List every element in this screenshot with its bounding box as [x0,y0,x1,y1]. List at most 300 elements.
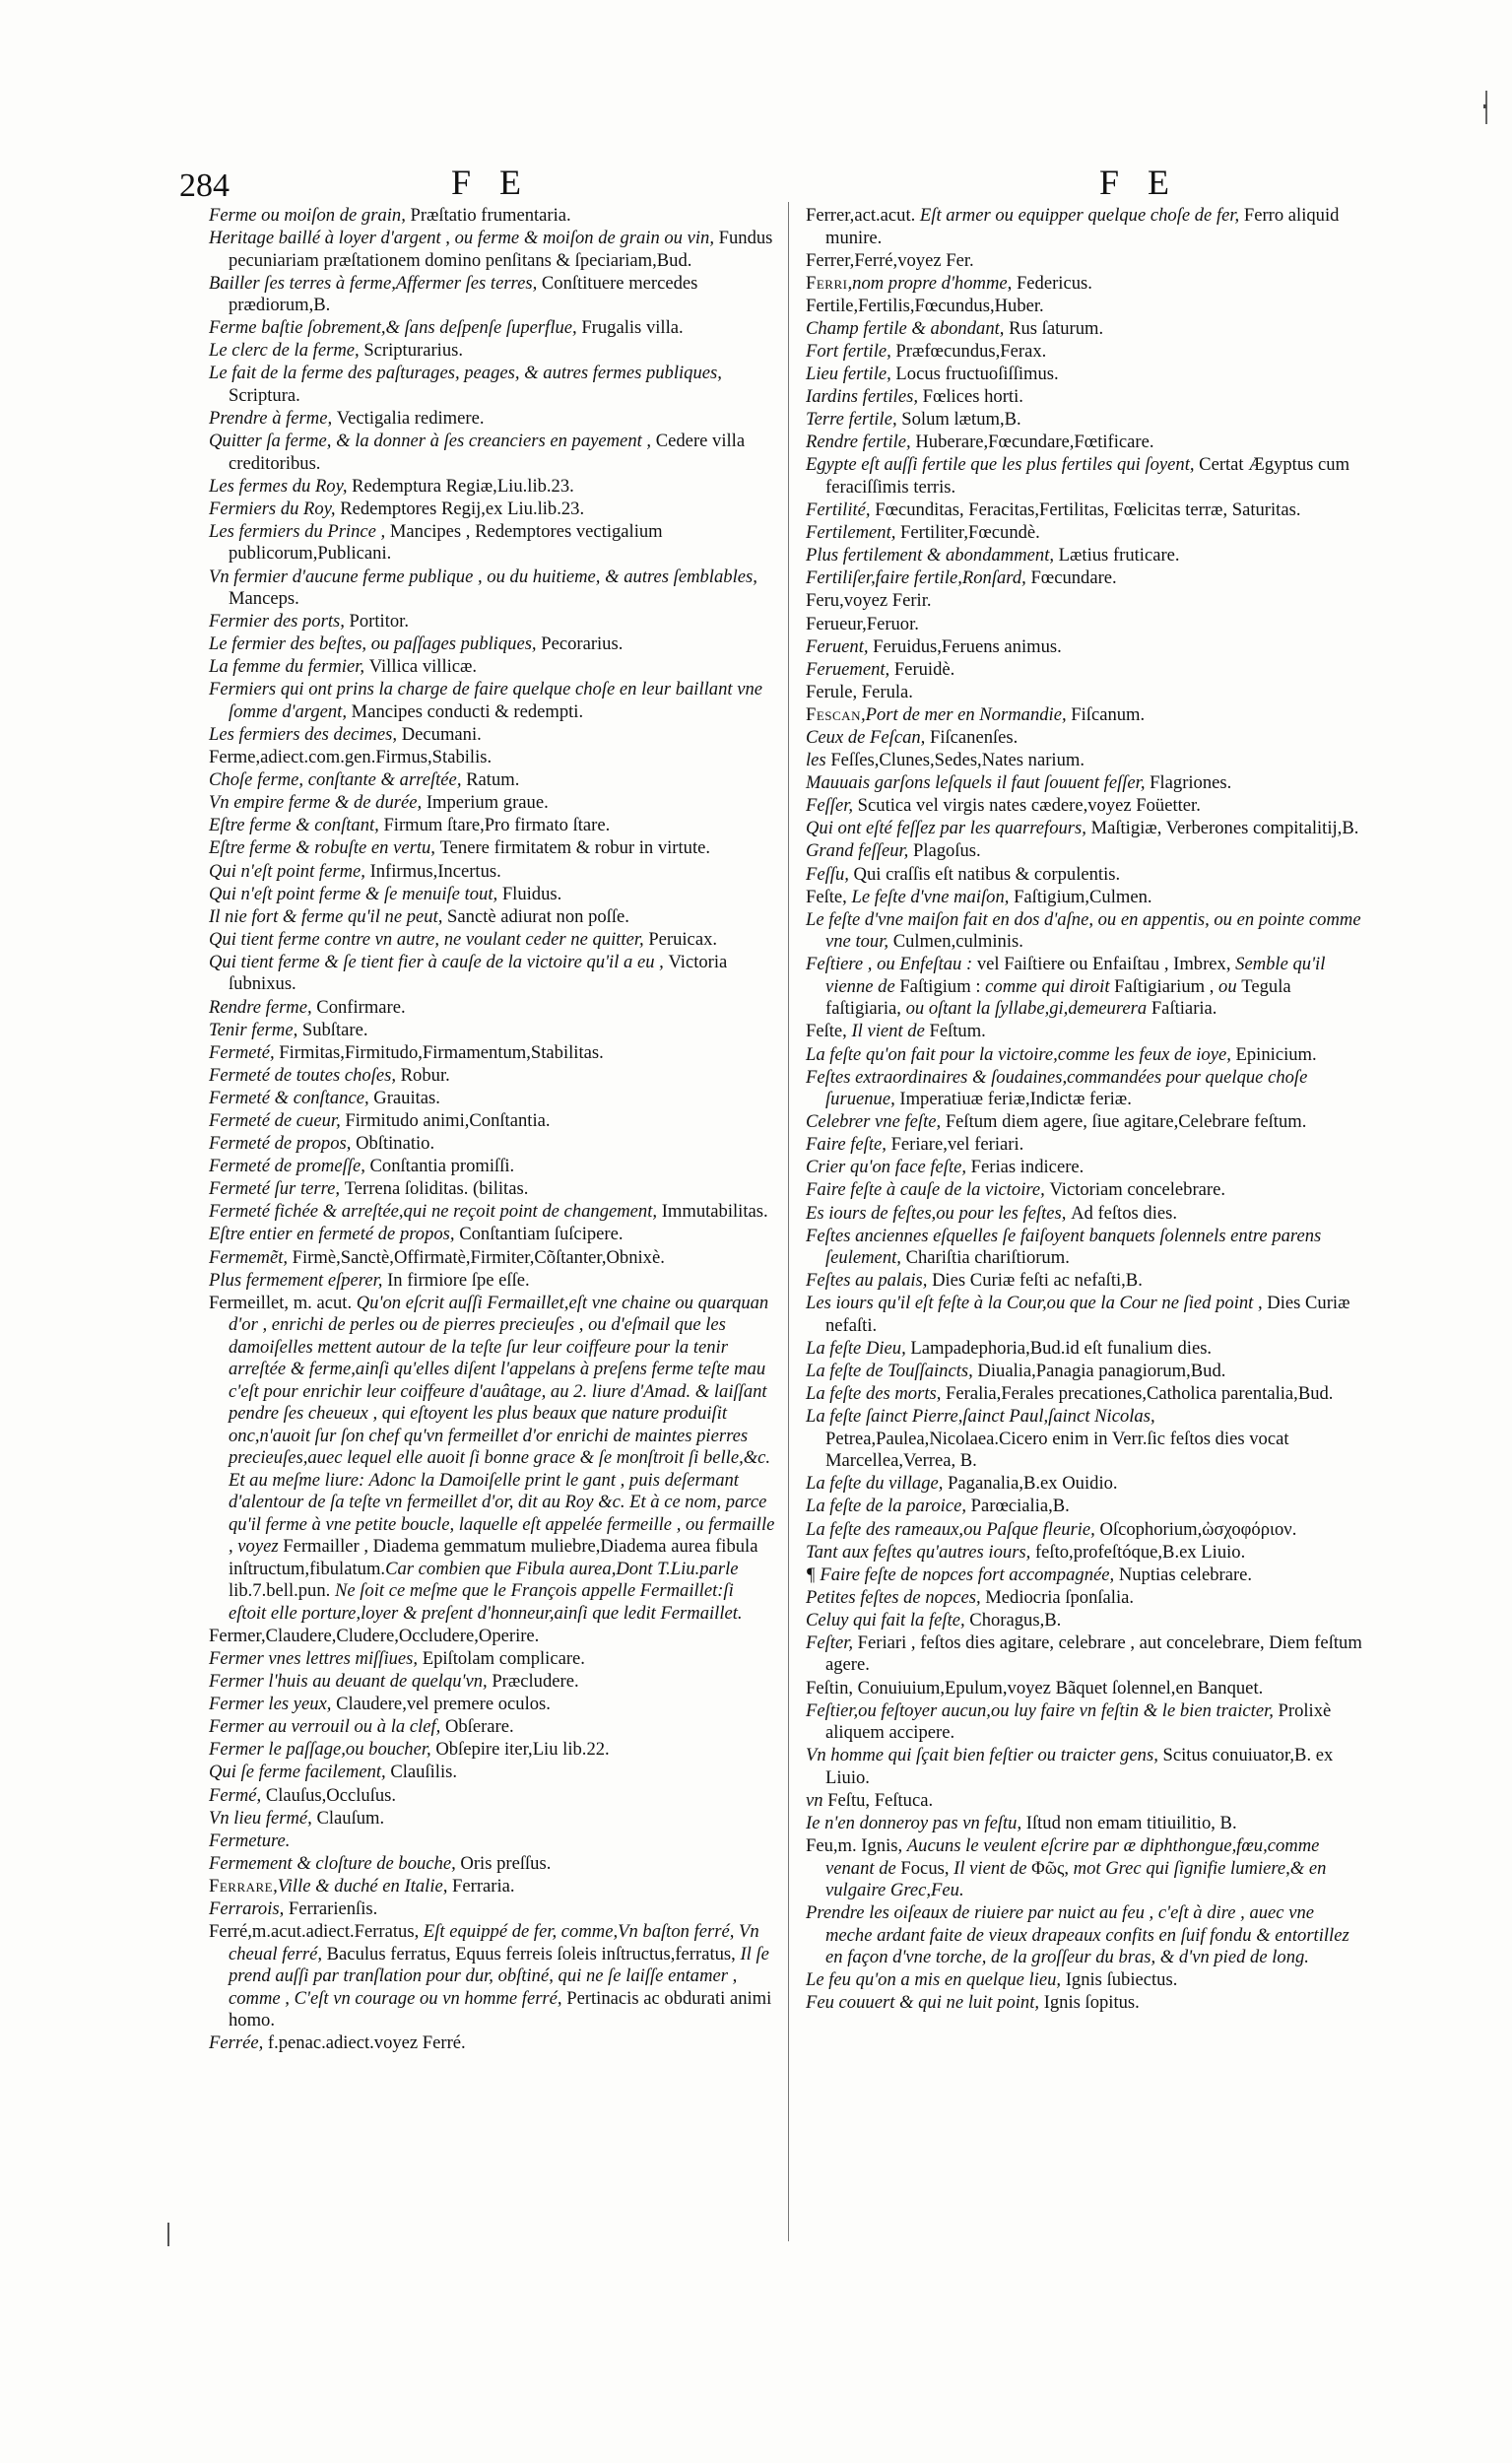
latin-text: Feſte, [806,886,852,907]
dictionary-entry [806,1179,1365,1202]
french-text: Qui n'eſt point ferme, [209,860,370,882]
french-text: Fermeture. [209,1830,291,1851]
french-text: Rendre ferme, [209,996,317,1018]
french-text: Ferme ou moiſon de grain, [209,205,411,226]
dictionary-entry [209,1808,775,1831]
latin-text: Faſtiaria. [1150,998,1217,1020]
dictionary-entry [806,1564,1365,1587]
french-text: Fermeté fichée & arreſtée,qui ne reçoit point de changement, [209,1201,662,1223]
dictionary-entry [806,364,1365,386]
latin-text: Ferrer,act.acut. [806,205,920,226]
dictionary-entry [806,1473,1365,1496]
latin-text: Chariſtia chariſtiorum. [905,1247,1070,1269]
latin-text: Certat Ægyptus cum feraciſſimis terris. [825,454,1350,498]
dictionary-entry [806,1270,1365,1293]
dictionary-entry [209,1898,775,1921]
dictionary-entry [209,1716,775,1739]
latin-text: Ignis ſubiectus. [1065,1969,1178,1991]
latin-text: Ferro aliquid munire. [825,205,1340,248]
dictionary-entry [806,727,1365,750]
latin-text: Plagoſus. [912,840,981,862]
dictionary-entry [806,318,1365,341]
dictionary-entry [209,1876,775,1898]
french-text: Aucuns le veulent eſcrire par æ diphthongue,fœu,comme venant de [825,1835,1320,1879]
french-text: Feſtes anciennes eſquelles ſe faiſoyent banquets ſolennels entre parens ſeulement, [806,1225,1322,1269]
latin-text: Epinicium. [1235,1043,1317,1065]
latin-text: Locus fructuoſiſſimus. [895,364,1059,385]
latin-text: Epiſtolam complicare. [422,1647,585,1669]
dictionary-entry [806,1700,1365,1745]
french-text: La feſte des rameaux,ou Paſque fleurie, [806,1518,1100,1540]
latin-text: Firmum ſtare,Pro firmato ſtare. [383,815,611,836]
latin-text: Fluidus. [501,883,562,904]
dictionary-entry [209,1156,775,1178]
french-text: Fort fertile, [806,340,896,362]
french-text: Le feu qu'on a mis en quelque lieu, [806,1969,1066,1991]
dictionary-entry [806,682,1365,704]
latin-text: Cedere villa creditoribus. [229,431,746,474]
french-text: Faire feſte à cauſe de la victoire, [806,1179,1050,1201]
latin-text: Obſerare. [444,1716,514,1738]
dictionary-entry [209,747,775,769]
proper-name: Fescan [806,703,861,725]
french-text: Celuy qui fait la feſte, [806,1609,970,1631]
french-text: Feſtes au palais, [806,1270,933,1292]
dictionary-entry [209,273,775,317]
dictionary-entry [209,837,775,860]
dictionary-entry [806,795,1365,818]
latin-text: Pertinacis ac obdurati animi homo. [229,1987,772,2031]
french-text: Fermer au verrouil ou à la clef, [209,1716,445,1738]
dictionary-entry [806,954,1365,1021]
french-text: Fermiers du Roy, [209,498,341,519]
dictionary-entry [806,704,1365,727]
french-text: Le clerc de la ferme, [209,340,364,362]
latin-text: Infirmus,Incertus. [369,860,501,882]
dictionary-entry [806,454,1365,499]
dictionary-entry [806,1969,1365,1992]
french-text: comme qui diroit [985,975,1115,997]
latin-text: Mancipes conducti & redempti. [351,700,584,722]
dictionary-entry [806,659,1365,682]
dictionary-entry [806,1632,1365,1677]
latin-text: Focus, [900,1857,954,1879]
french-text: Il nie fort & ferme qu'il ne peut, [209,905,448,927]
dictionary-entry [209,792,775,815]
dictionary-entry [806,1157,1365,1179]
dictionary-entry [806,1902,1365,1969]
dictionary-entry [806,1338,1365,1361]
latin-text: Feruidus,Feruens animus. [873,635,1062,657]
latin-text: Subſtare. [301,1019,368,1040]
proper-name: Ferrare [209,1875,274,1897]
latin-text: Vectigalia redimere. [336,408,485,430]
dictionary-entry [209,566,775,611]
dictionary-entry [806,818,1365,840]
latin-text: Ferias indicere. [970,1157,1085,1178]
dictionary-entry [209,1247,775,1270]
latin-text: Fœlices horti. [922,386,1023,408]
latin-text: Baculus ferratus, Equus ferreis ſoleis inſtructus,ferratus, [326,1943,741,1964]
french-text: Rendre fertile, [806,432,916,453]
french-text: La feſte des morts, [806,1383,947,1405]
french-text: Les fermiers des decimes, [209,724,402,745]
latin-text: Fermeillet, m. acut. [209,1292,357,1313]
french-text: Qui tient ferme & ſe tient fier à cauſe de la victoire qu'il a eu , [209,951,669,972]
french-text: Fermeté de cueur, [209,1110,346,1131]
dictionary-entry [806,864,1365,887]
latin-text: Præſtatio frumentaria. [410,205,571,226]
french-text: Ie n'en donneroy pas vn feſtu, [806,1812,1026,1833]
french-text: Fermeté ſur terre, [209,1178,345,1200]
dictionary-entry [806,1203,1365,1226]
latin-text: Feralia,Ferales precationes,Catholica parentalia,Bud. [946,1383,1334,1405]
latin-text: Firmè,Sanctè,Offirmatè,Firmiter,Cõſtanter,Obnixè. [292,1246,665,1268]
latin-text: Feriare,vel feriari. [890,1134,1024,1156]
latin-text: Ad feſtos dies. [1071,1202,1178,1224]
dictionary-entry [806,386,1365,409]
dictionary-entry [806,1496,1365,1518]
running-head-right: F E [1099,163,1180,202]
dictionary-entry [209,861,775,884]
dictionary-entry [806,1835,1365,1902]
dictionary-entry [209,408,775,431]
latin-text: Ferule, Ferula. [806,681,913,702]
french-text: mot Grec qui ſignifie lumiere,& en vulgaire Grec,Feu. [825,1857,1327,1901]
latin-text: Firmitudo animi,Conſtantia. [345,1110,551,1131]
french-text: Fermeté & conſtance, [209,1087,374,1108]
dictionary-entry [806,1134,1365,1157]
dictionary-entry [806,296,1365,318]
latin-text: Ferrer,Ferré,voyez Fer. [806,249,974,271]
latin-text: Φῶς, [1031,1857,1074,1879]
latin-text: Choragus,B. [969,1609,1062,1631]
latin-text: Huberare,Fœcundare,Fœtificare. [915,432,1154,453]
french-text: Quitter ſa ferme, & la donner à ſes creanciers en payement , [209,431,656,452]
latin-text: Flagriones. [1150,772,1232,794]
latin-text: Scriptura. [229,384,300,406]
latin-text: Petrea,Paulea,Nicolaea.Cicero enim in Verr.ſic feſtos dies vocat Marcellea,Verrea, B. [825,1428,1289,1472]
french-text: Vn fermier d'aucune ferme publique , ou du huitieme, & autres ſemblables, [209,566,757,587]
latin-text: Feſſes,Clunes,Sedes,Nates narium. [830,750,1085,771]
dictionary-entry [806,1293,1365,1337]
french-text: La femme du fermier, [209,656,369,678]
french-text: Fermeté, [209,1041,280,1063]
french-text: Feruent, [806,635,874,657]
dictionary-entry [806,1519,1365,1542]
french-text: Fermer les yeux, [209,1694,337,1715]
dictionary-entry [209,317,775,340]
french-text: Vn homme qui ſçait bien feſtier ou traicter gens, [806,1745,1163,1766]
dictionary-entry [806,772,1365,795]
dictionary-entry [209,1201,775,1224]
french-text: Ceux de Feſcan, [806,726,930,748]
latin-text: Ratum. [466,769,520,791]
latin-text: Scutica vel virgis nates cædere,voyez Foüetter. [857,795,1201,817]
latin-text: Dies Curiæ feſti ac nefaſti,B. [932,1270,1143,1292]
french-text: Choſe ferme, conſtante & arreſtée, [209,769,467,791]
latin-text: Immutabilitas. [661,1201,768,1223]
dictionary-entry [806,614,1365,636]
dictionary-entry [209,679,775,723]
dictionary-entry [806,909,1365,954]
latin-text: Oris preſſus. [460,1852,552,1874]
latin-text: Scripturarius. [363,340,464,362]
french-text: les [806,750,831,771]
latin-text: Conſtantiam ſuſcipere. [459,1224,624,1245]
latin-text: Parœcialia,B. [970,1496,1070,1517]
latin-text: Obſepire iter,Liu lib.22. [435,1739,610,1761]
latin-text: Manceps. [229,588,299,610]
latin-text: Frugalis villa. [581,317,684,339]
latin-text: feſto,profeſtóque,B.ex Liuio. [1034,1541,1246,1563]
latin-text: Præfœcundus,Ferax. [895,340,1047,362]
latin-text: Mediocria ſponſalia. [985,1586,1135,1608]
french-text: Car combien que Fibula aurea,Dont T.Liu.parle [385,1558,739,1579]
latin-text: Clauſus,Occluſus. [265,1784,397,1806]
dictionary-entry [806,636,1365,659]
latin-text: Faſtigium,Culmen. [1014,886,1152,907]
latin-text: Firmitas,Firmitudo,Firmamentum,Stabilitas. [279,1041,604,1063]
dictionary-entry [209,1739,775,1762]
french-text: ou oſtant la ſyllabe,gi,demeurera [905,998,1151,1020]
margin-mark-dot [1483,104,1486,108]
dictionary-entry [806,887,1365,909]
french-text: Celebrer vne feſte, [806,1111,946,1133]
dictionary-entry [209,1088,775,1110]
french-text: Feſtier,ou feſtoyer aucun,ou luy faire vn feſtin & le bien traicter, [806,1699,1279,1721]
right-column [806,205,1365,2015]
latin-text: Ferré,m.acut.adiect.Ferratus, [209,1921,424,1943]
french-text: Tant aux feſtes qu'autres iours, [806,1541,1035,1563]
latin-text: Faſtigiarium , [1114,975,1219,997]
dictionary-entry [209,205,775,228]
dictionary-entry [806,1610,1365,1632]
dictionary-entry [209,1626,775,1648]
dictionary-entry [806,1021,1365,1043]
french-text: Eſtre entier en fermeté de propos, [209,1224,460,1245]
dictionary-entry [209,1648,775,1671]
latin-text: Iſtud non emam titiuilitio, B. [1025,1812,1237,1833]
latin-text: Federicus. [1016,272,1092,294]
french-text: Fermé, [209,1784,266,1806]
french-text: Plus fertilement & abondamment, [806,545,1059,566]
french-text: La feſte de la paroice, [806,1496,971,1517]
french-text: Feruement, [806,658,894,680]
french-text: Ferrarois, [209,1897,289,1919]
latin-text: Decumani. [401,724,482,745]
latin-text: Fiſcanenſes. [929,726,1019,748]
french-text: Feſter, [806,1631,858,1653]
dictionary-entry [209,656,775,679]
latin-text: Clauſum. [316,1807,385,1829]
french-text: Feu couuert & qui ne luit point, [806,1992,1044,2014]
latin-text: Culmen,culminis. [892,931,1023,953]
latin-text: f.penac.adiect.voyez Ferré. [267,2032,466,2054]
french-text: Feſtiere , ou Enfeſtau : [806,954,977,975]
french-text: Vn lieu fermé, [209,1807,317,1829]
dictionary-entry [209,1853,775,1876]
latin-text: vel Faiſtiere ou Enfaiſtau , Imbrex, [976,954,1236,975]
latin-text: Confirmare. [316,996,406,1018]
french-text: Fertilité, [806,499,876,521]
dictionary-entry [209,906,775,929]
dictionary-entry [806,1992,1365,2015]
french-text: Tenir ferme, [209,1019,302,1040]
french-text: Ne ſoit ce meſme que le François appelle Fermaillet:ſi eſtoit elle porture,loyer & preſent d'honneur,ainſi que ledit Fermaillet. [229,1580,743,1624]
french-text: Fermeté de toutes choſes, [209,1064,401,1086]
dictionary-entry [806,409,1365,432]
latin-text: Redemptura Regiæ,Liu.lib.23. [352,475,574,497]
french-text: Eſt armer ou equipper quelque choſe de fer, [919,205,1244,226]
french-text: ,Port de mer en Normandie, [860,703,1072,725]
dictionary-entry [209,1921,775,2032]
french-text: Lieu fertile, [806,364,896,385]
left-column [209,205,775,2055]
latin-text: Feruidè. [893,658,955,680]
dictionary-entry [209,521,775,566]
french-text: La feſte du village, [806,1473,949,1495]
dictionary-entry [806,1678,1365,1700]
french-text: Le fait de la ferme des paſturages, peages, & autres fermes publiques, [209,363,722,384]
latin-text: Terrena ſoliditas. (bilitas. [344,1178,529,1200]
latin-text: Qui craſſis eſt natibus & corpulentis. [853,863,1121,885]
french-text: Ferrée, [209,2032,268,2054]
dictionary-entry [209,633,775,656]
latin-text: Diualia,Panagia panagiorum,Bud. [977,1361,1226,1382]
french-text: La feſte qu'on fait pour la victoire,comme les feux de ioye, [806,1043,1236,1065]
latin-text: Conſtantia promiſſi. [369,1156,515,1177]
french-text: Le feſte d'vne maiſon fait en dos d'aſne, ou en appentis, ou en pointe comme vne tour, [806,908,1361,953]
french-text: Qui ont eſté feſſez par les quarrefours, [806,818,1091,839]
french-text: Mauuais garſons leſquels il faut ſouuent feſſer, [806,772,1150,794]
latin-text: Fertiliter,Fœcundè. [900,522,1040,544]
dictionary-entry [209,476,775,499]
dictionary-entry [806,1067,1365,1111]
latin-text: Tenere firmitatem & robur in virtute. [439,837,711,859]
dictionary-entry [806,1790,1365,1813]
dictionary-entry [806,590,1365,613]
french-text: Eſt equippé de fer, comme,Vn baſton ferré, Vn cheual ferré, [229,1921,759,1964]
french-text: Iardins fertiles, [806,386,923,408]
latin-text: Villica villicæ. [368,656,478,678]
french-text: ,nom propre d'homme, [847,272,1017,294]
latin-text: Fertile,Fertilis,Fœcundus,Huber. [806,295,1044,316]
french-text: La feſte Dieu, [806,1337,911,1359]
latin-text: Scitus conuiuator,B. ex Liuio. [825,1745,1334,1788]
latin-text: Feſtum. [929,1021,986,1042]
dictionary-entry [209,1178,775,1201]
latin-text: Portitor. [349,611,409,632]
latin-text: Feru,voyez Ferir. [806,590,932,612]
dictionary-entry [806,1813,1365,1835]
french-text: Eſtre ferme & conſtant, [209,815,384,836]
dictionary-entry [209,1133,775,1156]
dictionary-entry [209,2032,775,2055]
dictionary-entry [806,205,1365,249]
french-text: Fermer vnes lettres miſſiues, [209,1647,423,1669]
latin-text: Imperium graue. [426,792,549,814]
dictionary-entry [806,1406,1365,1473]
latin-text: lib.7.bell.pun. [229,1580,331,1602]
french-text: Vn empire ferme & de durée, [209,792,427,814]
latin-text: Feriari , feſtos dies agitare, celebrare , aut concelebrare, Diem feſtum agere. [825,1631,1362,1676]
dictionary-entry [806,1044,1365,1067]
dictionary-entry [209,884,775,906]
dictionary-entry [806,522,1365,545]
french-text: Les iours qu'il eſt feſte à la Cour,ou que la Cour ne ſied point , [806,1293,1268,1314]
latin-text: Ignis ſopitus. [1043,1992,1140,2014]
latin-text: Fermailler , Diadema gemmatum muliebre,Diadema aurea fibula inſtructum,fibulatum. [229,1536,758,1579]
french-text: Fertiliſer,faire fertile,Ronſard, [806,567,1031,589]
dictionary-entry [209,1224,775,1246]
french-text: Champ fertile & abondant, [806,317,1010,339]
french-text: Fermer l'huis au deuant de quelqu'vn, [209,1671,493,1693]
latin-text: Claudere,vel premere oculos. [336,1694,551,1715]
latin-text: Nuptias celebrare. [1118,1564,1253,1585]
french-text: Le feſte d'vne maiſon, [851,886,1015,907]
french-text: ou [1218,975,1242,997]
dictionary-entry [209,929,775,952]
french-text: Feſſer, [806,795,858,817]
dictionary-entry [209,611,775,633]
latin-text: Ferueur,Feruor. [806,613,919,634]
latin-text: Redemptores Regij,ex Liu.lib.23. [340,498,585,519]
column-divider [788,202,789,2241]
french-text: Heritage baillé à loyer d'argent , ou ferme & moiſon de grain ou vin, [209,228,719,249]
french-text: Plus fermement eſperer, [209,1269,388,1291]
latin-text: Lampadephoria,Bud.id eſt funalium dies. [910,1337,1213,1359]
dictionary-entry [209,997,775,1020]
dictionary-entry [209,1042,775,1065]
french-text: Fermement & cloſture de bouche, [209,1852,461,1874]
latin-text: Fœcundare. [1030,567,1117,589]
latin-text: Tegula faſtigiaria, [825,975,1291,1020]
latin-text: Victoriam concelebrare. [1049,1179,1226,1201]
latin-text: Rus ſaturum. [1009,317,1104,339]
latin-text: Robur. [400,1064,450,1086]
latin-text: Dies Curiæ nefaſti. [825,1293,1350,1336]
dictionary-entry [209,228,775,272]
french-text: Il vient de [953,1857,1032,1879]
latin-text: Fundus pecuniariam præſtationem domino penſitans & ſpeciariam,Bud. [229,228,773,271]
dictionary-entry [209,1785,775,1808]
dictionary-entry [209,1671,775,1694]
french-text: Egypte eſt auſſi fertile que les plus fertiles qui ſoyent, [806,454,1200,476]
latin-text: Feſtum diem agere, ſiue agitare,Celebrare feſtum. [945,1111,1307,1133]
french-text: ,Ville & duché en Italie, [273,1875,453,1897]
french-text: Prendre les oiſeaux de riuiere par nuict au feu , c'eſt à dire , auec vne meche ardant faite de vieux drapeaux confits en ſuif fondu & entortillez en façon d'vne torche, de la groſſeur du bras, & d'vn pied de long. [806,1902,1349,1968]
french-text: Semble qu'il vienne de [825,954,1326,997]
dictionary-entry [806,545,1365,567]
dictionary-entry [209,340,775,363]
french-text: Feſtes extraordinaires & ſoudaines,commandées pour quelque choſe ſuruenue, [806,1066,1308,1110]
dictionary-entry [209,431,775,475]
dictionary-entry [806,840,1365,863]
french-text: Les fermiers du Prince , [209,520,390,542]
french-text: Les fermes du Roy, [209,475,353,497]
latin-text: Feſte, [806,1021,852,1042]
dictionary-entry [209,815,775,837]
french-text: Le fermier des beſtes, ou paſſages publiques, [209,633,542,655]
french-text: Qu'on eſcrit auſſi Fermaillet,eſt vne chaine ou quarquan d'or , enrichi de perles ou de pierres precieuſes , ou d'eſmail que les damoiſelles mettent autour de la teſte ſur leur coiffeure pour la tenir arreſtée & ferme,ainſi qu'elles diſent l'appelans à preſens ferme teſte mau c'eſt pour enrichir leur coiffeure d'auâtage, au 2. liure d'Amad. & laiſſant pendre ſes cheueux , qui eſtoyent les plus beaux que nature produiſit onc,n'auoit ſur ſon chef qu'vn fermeillet d'or enrichi de maintes pierres precieuſes,auec lequel elle auoit ſi bonne grace & ſe monſtroit ſi belle,&c. Et au meſme liure: Adonc la Damoiſelle print le gant , puis deſermant d'alentour de ſa teſte vn fermeillet d'or, dit au Roy &c. Et à ce nom, parce qu'il ferme à vne petite boucle, laquelle eſt appelée fermeille , ou fermaille , voyez [229,1292,775,1558]
latin-text: Feſtin, Conuiuium,Epulum,voyez Bãquet ſolennel,en Banquet. [806,1677,1264,1698]
french-text: Prendre à ferme, [209,408,337,430]
dictionary-entry [806,567,1365,590]
dictionary-entry [209,1762,775,1784]
french-text: Petites feſtes de nopces, [806,1586,986,1608]
dictionary-entry [806,499,1365,522]
